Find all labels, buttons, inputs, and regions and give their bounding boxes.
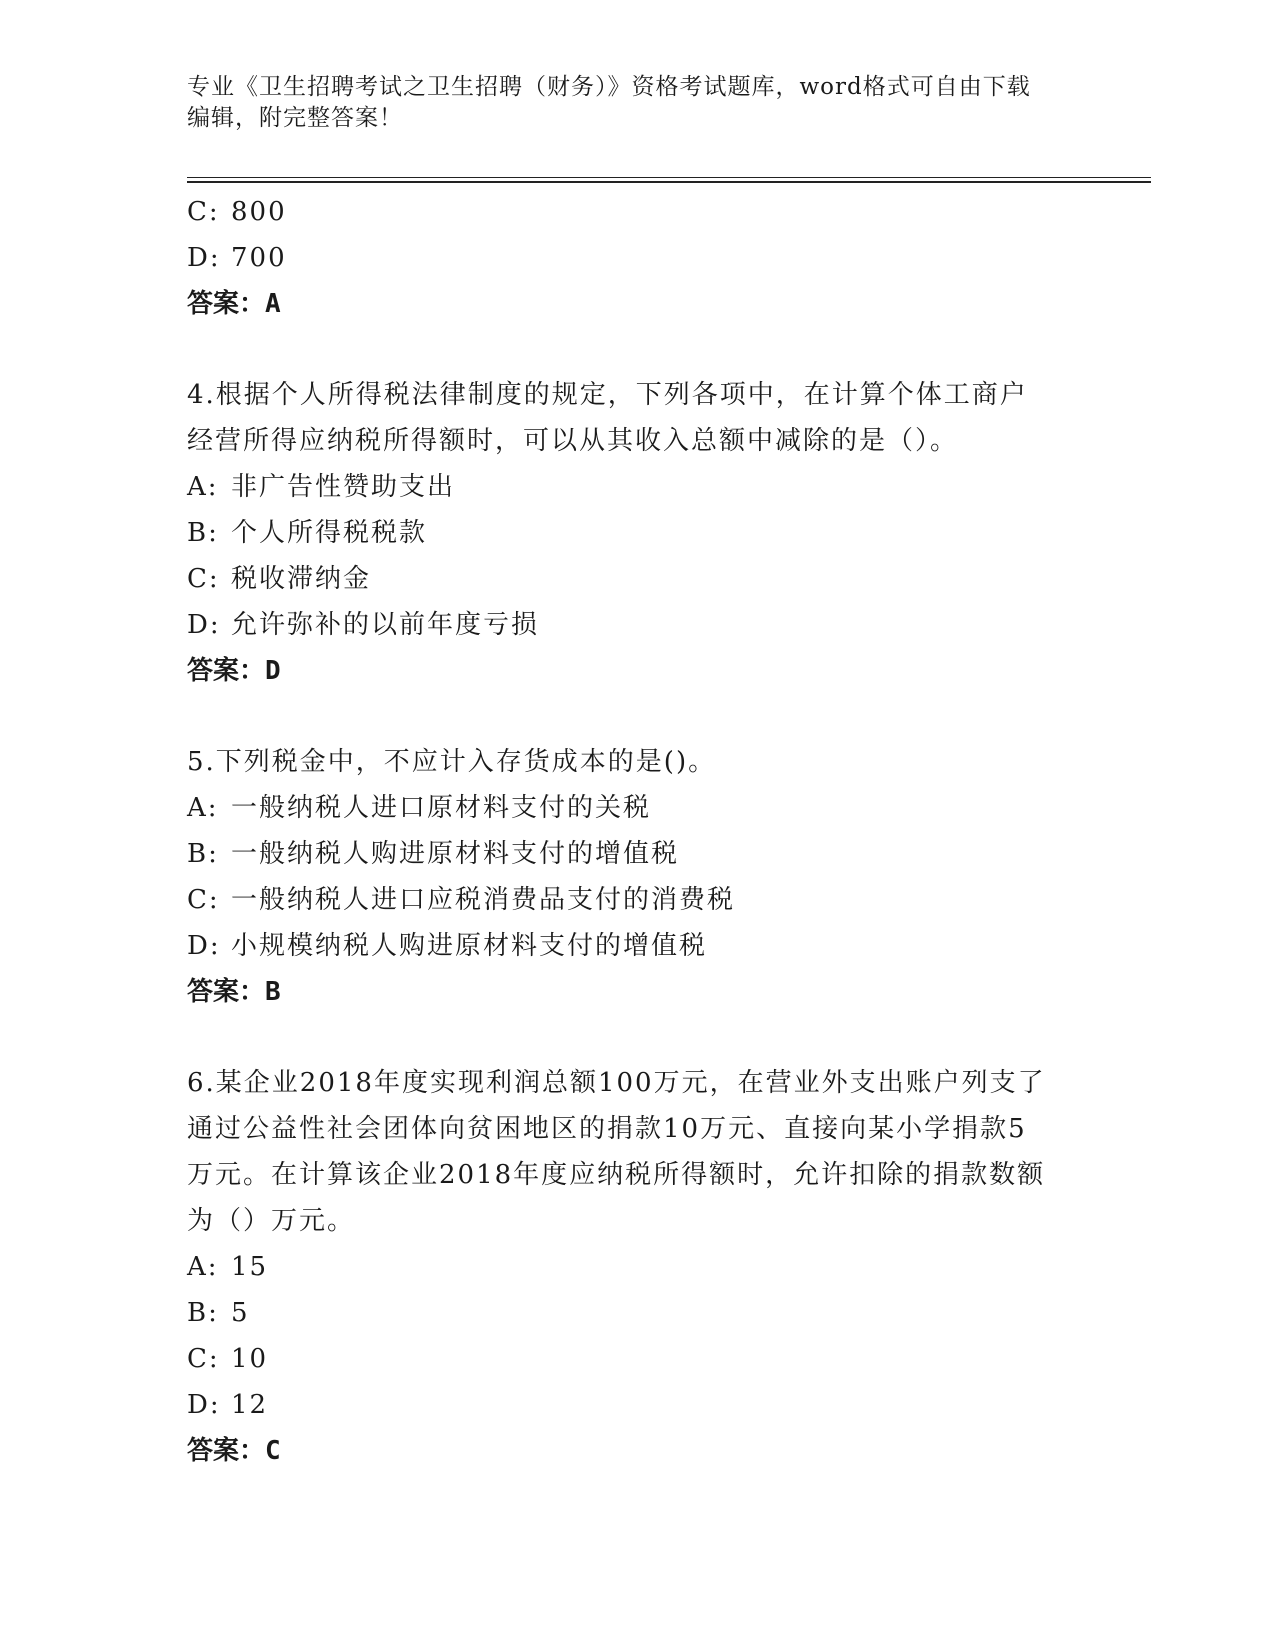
option-text: 10 <box>231 1344 269 1374</box>
option-text: 小规模纳税人购进原材料支付的增值税 <box>231 931 708 961</box>
question-text-line: 4.根据个人所得税法律制度的规定，下列各项中，在计算个体工商户 <box>187 380 1028 410</box>
option-text: 一般纳税人进口原材料支付的关税 <box>231 793 652 823</box>
option-text: 5 <box>231 1298 250 1328</box>
question-text-line: 为（）万元。 <box>187 1206 356 1236</box>
answer-label: 答案： <box>187 977 266 1007</box>
option-c <box>187 189 1087 235</box>
header-line-2: 编辑，附完整答案！ <box>187 105 403 131</box>
option-d <box>187 602 1087 648</box>
option-text: 800 <box>231 197 287 227</box>
question-6 <box>187 1060 1087 1474</box>
option-d <box>187 923 1087 969</box>
option-text: 700 <box>231 243 287 273</box>
document-header <box>187 72 1067 134</box>
header-divider-thick <box>187 181 1151 183</box>
option-a <box>187 1244 1087 1290</box>
question-text-line: 经营所得应纳税所得额时，可以从其收入总额中减除的是（）。 <box>187 426 959 456</box>
option-key: C: <box>187 564 220 594</box>
option-c <box>187 556 1087 602</box>
option-key: C: <box>187 197 220 227</box>
option-c <box>187 1336 1087 1382</box>
option-a <box>187 785 1087 831</box>
option-key: A: <box>187 793 219 823</box>
question-4 <box>187 372 1087 694</box>
option-key: A: <box>187 1252 219 1282</box>
option-key: D: <box>187 243 221 273</box>
option-key: B: <box>187 518 219 548</box>
question-prev <box>187 189 1087 327</box>
option-key: B: <box>187 839 219 869</box>
answer-value: A <box>265 289 283 319</box>
option-a <box>187 464 1087 510</box>
question-text-line: 万元。在计算该企业2018年度应纳税所得额时，允许扣除的捐款数额 <box>187 1160 1046 1190</box>
option-text: 一般纳税人进口应税消费品支付的消费税 <box>231 885 736 915</box>
question-text-line: 通过公益性社会团体向贫困地区的捐款10万元、直接向某小学捐款5 <box>187 1114 1027 1144</box>
option-key: D: <box>187 610 221 640</box>
option-text: 15 <box>231 1252 269 1282</box>
question-5 <box>187 739 1087 1015</box>
option-key: C: <box>187 1344 220 1374</box>
answer-line <box>187 1428 1087 1474</box>
option-key: C: <box>187 885 220 915</box>
answer-label: 答案： <box>187 656 266 686</box>
question-list <box>187 189 1087 1474</box>
option-text: 一般纳税人购进原材料支付的增值税 <box>231 839 680 869</box>
answer-line <box>187 969 1087 1015</box>
option-key: B: <box>187 1298 219 1328</box>
option-text: 非广告性赞助支出 <box>231 472 456 502</box>
option-b <box>187 510 1087 556</box>
answer-line <box>187 648 1087 694</box>
header-line-1: 专业《卫生招聘考试之卫生招聘（财务）》资格考试题库，word格式可自由下载 <box>187 74 1031 100</box>
answer-line <box>187 281 1087 327</box>
question-text-line: 6.某企业2018年度实现利润总额100万元，在营业外支出账户列支了 <box>187 1068 1046 1098</box>
option-b <box>187 831 1087 877</box>
option-d <box>187 1382 1087 1428</box>
option-text: 个人所得税税款 <box>231 518 428 548</box>
option-text: 12 <box>231 1390 269 1420</box>
option-key: D: <box>187 931 221 961</box>
header-divider-thin <box>187 177 1151 178</box>
answer-label: 答案： <box>187 289 266 319</box>
option-d <box>187 235 1087 281</box>
answer-label: 答案： <box>187 1436 266 1466</box>
option-text: 允许弥补的以前年度亏损 <box>231 610 540 640</box>
option-key: D: <box>187 1390 221 1420</box>
option-key: A: <box>187 472 219 502</box>
answer-value: D <box>265 656 283 686</box>
option-b <box>187 1290 1087 1336</box>
question-text-line: 5.下列税金中，不应计入存货成本的是()。 <box>187 747 717 777</box>
answer-value: B <box>265 977 283 1007</box>
option-c <box>187 877 1087 923</box>
answer-value: C <box>265 1436 283 1466</box>
option-text: 税收滞纳金 <box>231 564 372 594</box>
